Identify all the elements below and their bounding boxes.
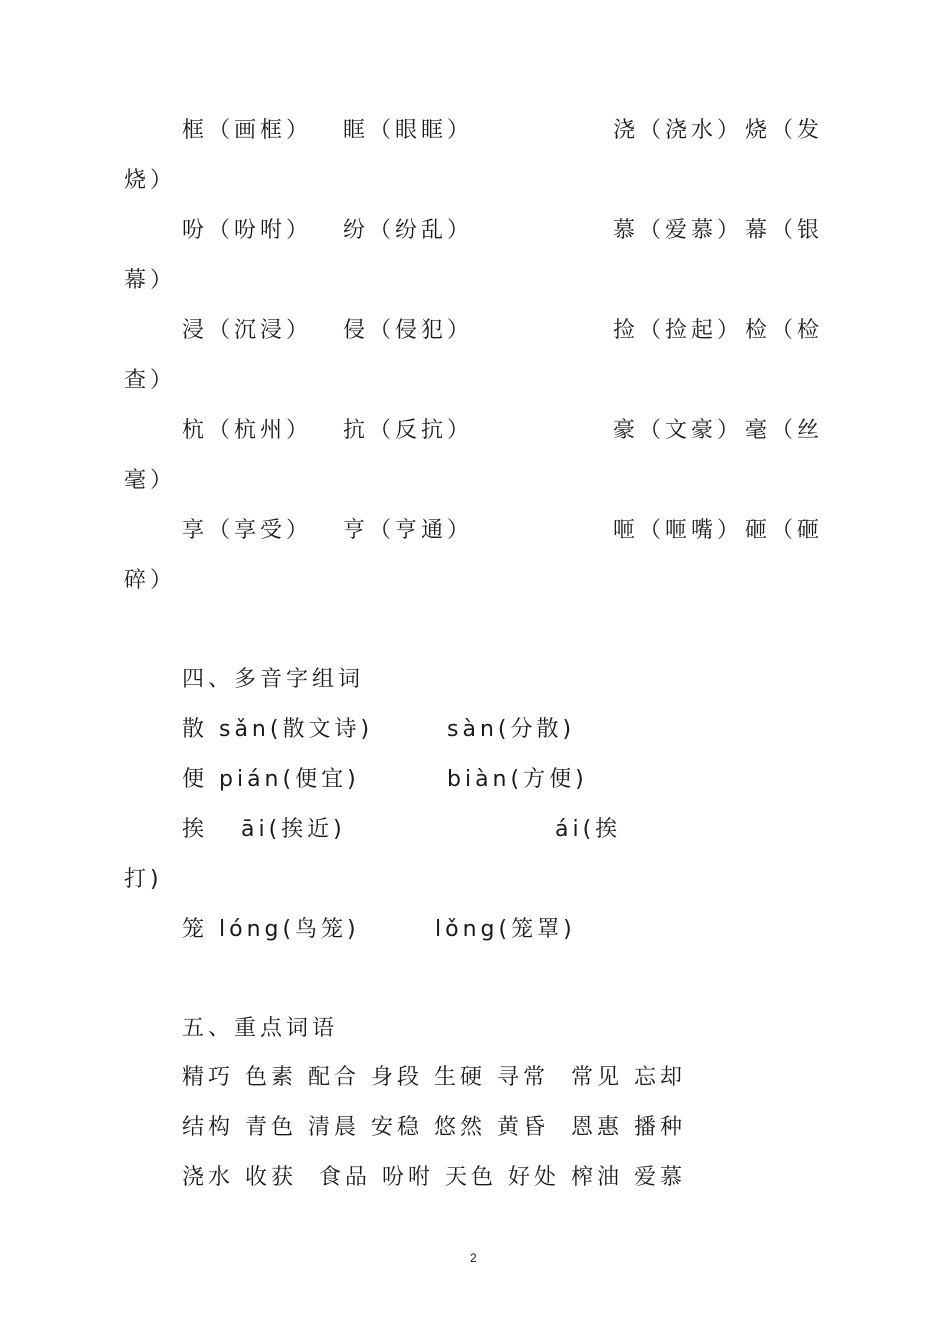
word-pair: 享（享受） bbox=[182, 518, 313, 543]
polyphonic-reading: lǒng(笼罩) bbox=[435, 917, 576, 942]
section-heading: 五、重点词语 bbox=[182, 1016, 339, 1041]
polyphonic-reading: 挨 āi(挨近) bbox=[182, 817, 346, 842]
word-pair-start: 检（检 bbox=[745, 318, 824, 343]
word-pair-wrap: 毫） bbox=[124, 468, 177, 493]
word-pair: 慕（爱慕） bbox=[613, 218, 744, 243]
word-pair: 吩（吩咐） bbox=[182, 218, 313, 243]
section-heading: 四、多音字组词 bbox=[182, 667, 365, 692]
word-pair-wrap: 烧） bbox=[124, 168, 177, 193]
word-pair: 豪（文豪） bbox=[613, 418, 744, 443]
word-pair: 杭（杭州） bbox=[182, 418, 313, 443]
word-pair: 眶（眼眶） bbox=[343, 118, 474, 143]
word-pair-wrap: 幕） bbox=[124, 268, 177, 293]
word-pair: 浇（浇水） bbox=[613, 118, 744, 143]
word-pair: 抗（反抗） bbox=[343, 418, 474, 443]
word-pair-start: 幕（银 bbox=[745, 218, 824, 243]
polyphonic-reading-start: ái(挨 bbox=[555, 817, 622, 842]
polyphonic-reading-wrap: 打) bbox=[124, 867, 163, 892]
word-pair-start: 毫（丝 bbox=[745, 418, 824, 443]
word-pair: 浸（沉浸） bbox=[182, 318, 313, 343]
word-pair-start: 烧（发 bbox=[745, 118, 824, 143]
word-pair-start: 砸（砸 bbox=[745, 518, 824, 543]
word-pair: 侵（侵犯） bbox=[343, 318, 474, 343]
vocabulary-row: 结构 青色 清晨 安稳 悠然 黄昏 恩惠 播种 bbox=[182, 1115, 686, 1140]
polyphonic-reading: 散 sǎn(散文诗) bbox=[182, 717, 374, 742]
polyphonic-reading: 便 pián(便宜) bbox=[182, 767, 360, 792]
vocabulary-row: 浇水 收获 食品 吩咐 天色 好处 榨油 爱慕 bbox=[182, 1165, 686, 1190]
vocabulary-row: 精巧 色素 配合 身段 生硬 寻常 常见 忘却 bbox=[182, 1065, 686, 1090]
word-pair-wrap: 查） bbox=[124, 368, 177, 393]
polyphonic-reading: 笼 lóng(鸟笼) bbox=[182, 917, 360, 942]
polyphonic-reading: biàn(方便) bbox=[447, 767, 588, 792]
polyphonic-reading: sàn(分散) bbox=[447, 717, 576, 742]
word-pair: 咂（咂嘴） bbox=[613, 518, 744, 543]
word-pair: 捡（捡起） bbox=[613, 318, 744, 343]
word-pair-wrap: 碎） bbox=[124, 568, 177, 593]
page-number: 2 bbox=[470, 1251, 477, 1265]
word-pair: 框（画框） bbox=[182, 118, 313, 143]
word-pair: 纷（纷乱） bbox=[343, 218, 474, 243]
word-pair: 亨（亨通） bbox=[343, 518, 474, 543]
